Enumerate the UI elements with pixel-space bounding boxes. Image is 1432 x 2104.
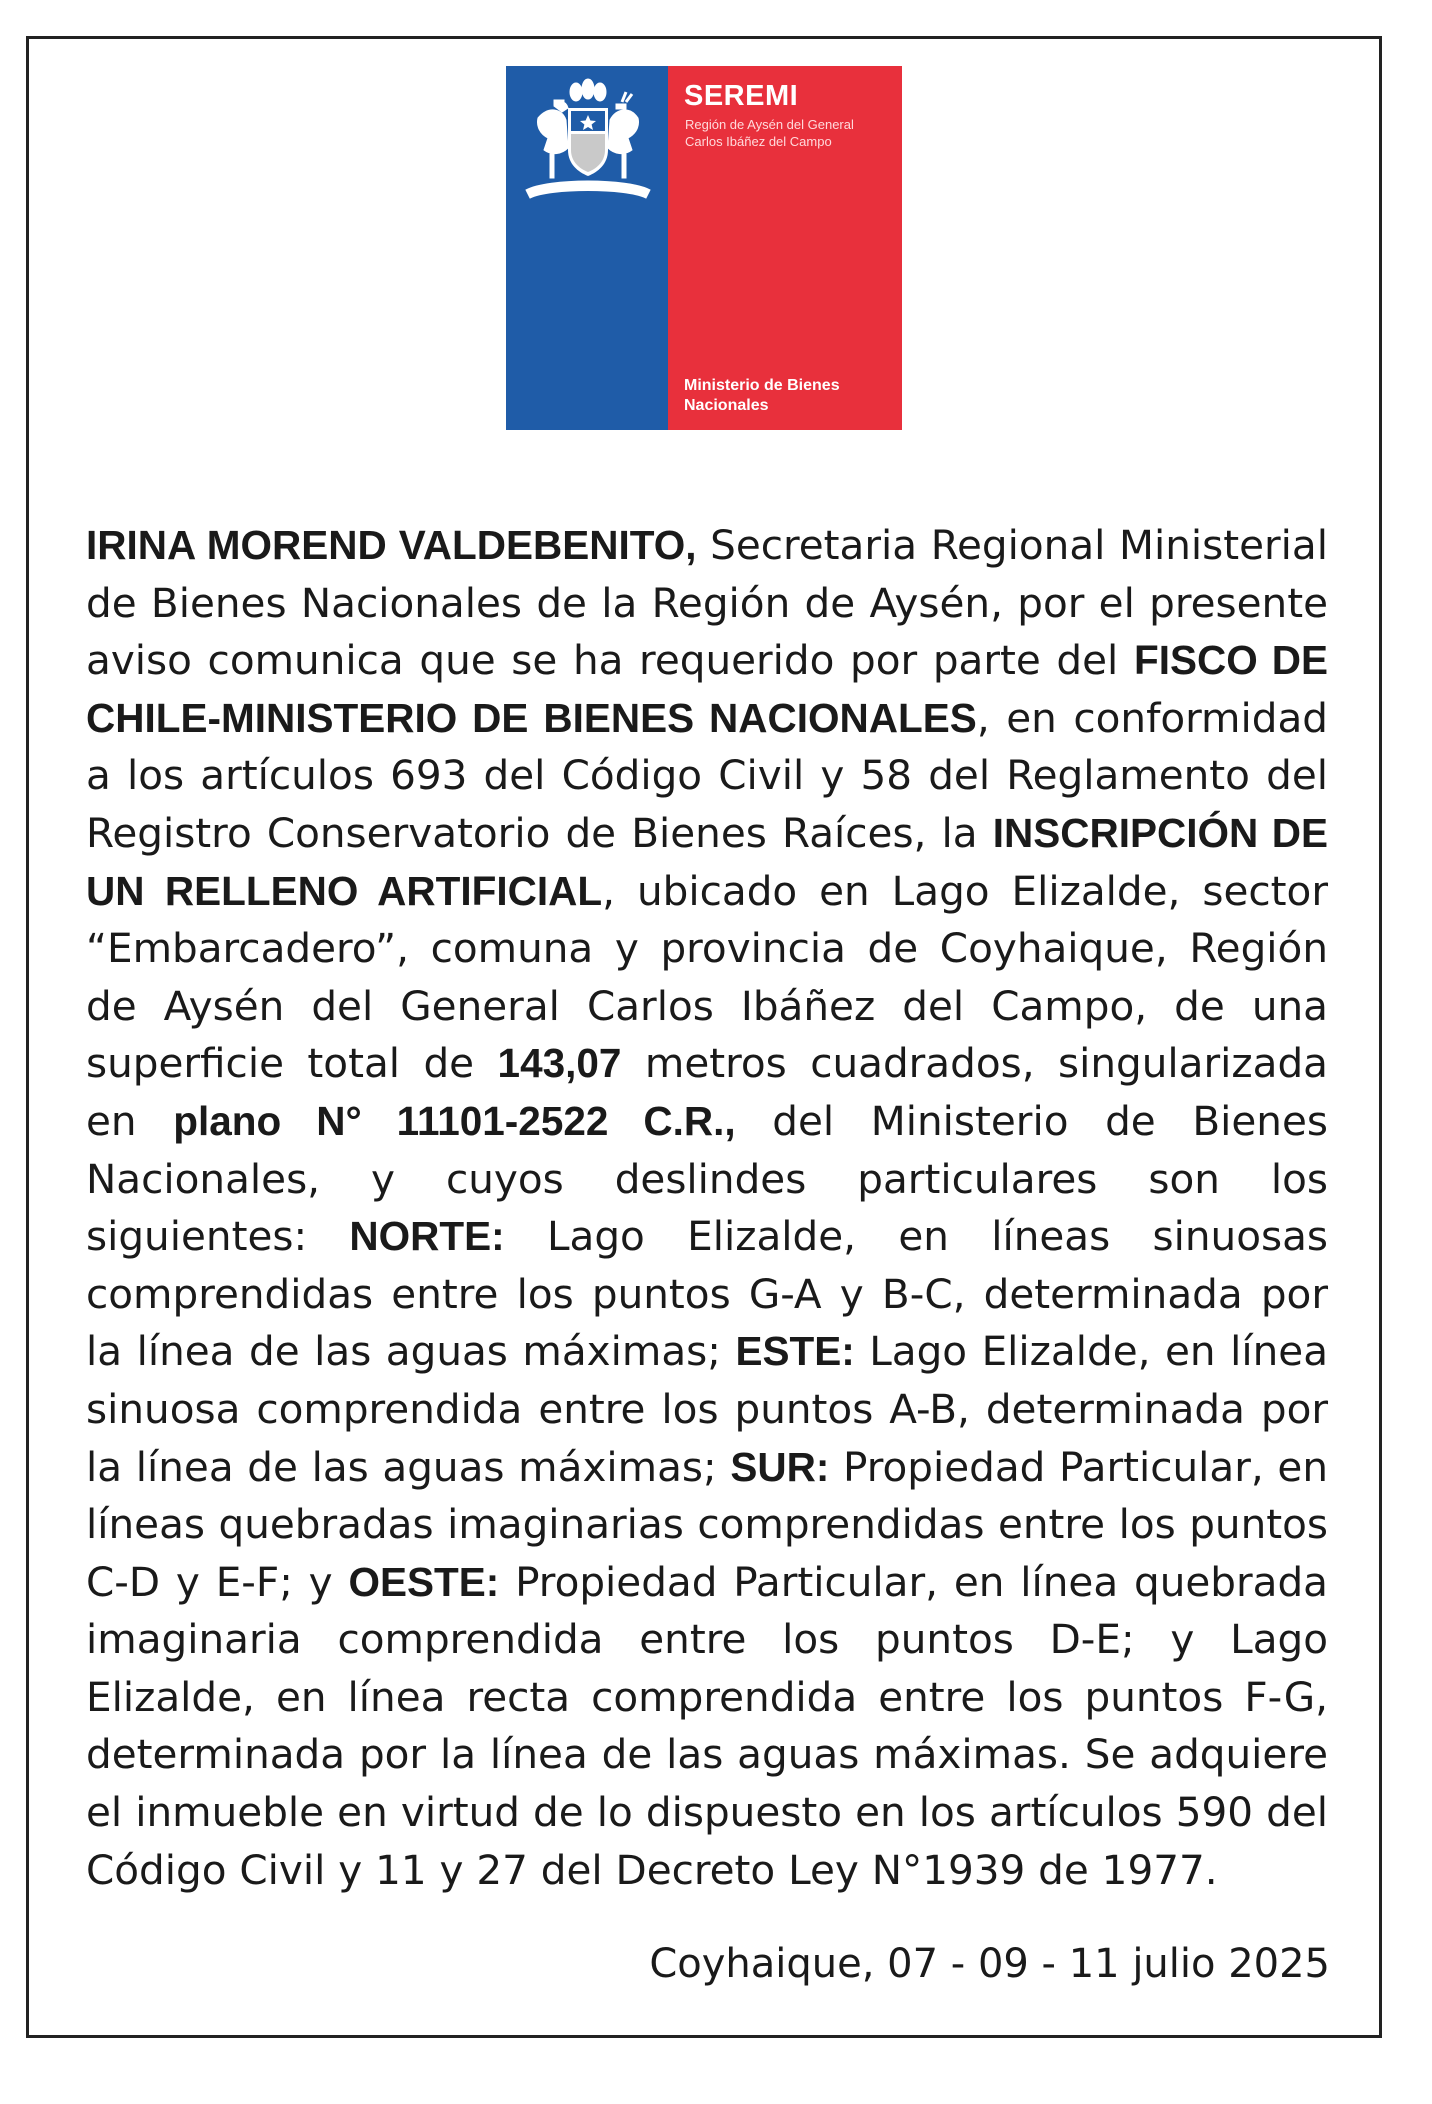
seremi-logo xyxy=(506,66,902,430)
seremi-region: Región de Aysén del General Carlos Ibáñez del Campo xyxy=(685,117,854,149)
notice-text-2: , en conformidad a los artículos 693 del Código Civil y 58 del Reglamento del Registro Conservatorio de Bienes Raíces, la xyxy=(86,693,1329,857)
inscripcion-label: INSCRIPCIÓN DE UN RELLENO ARTIFICIAL xyxy=(86,809,1328,914)
oeste-text: Propiedad Particular, en línea quebrada imaginaria comprendida entre los puntos D-E; y Lago Elizalde, en línea recta comprendida entre los puntos F-G, determinada por la línea de las aguas máximas. Se adquiere el inmueble en virtud de lo dispuesto en los artículos 590 del Código Civil y 11 y 27 del Decreto Ley N°1939 de 1977. xyxy=(86,1557,1328,1894)
ministry-name: Ministerio de Bienes Nacionales xyxy=(684,377,840,414)
notice-text-1: Secretaria Regional Ministerial de Bienes Nacionales de la Región de Aysén, por el presente aviso comunica que se ha requerido por parte del xyxy=(86,521,1329,685)
fisco-label: FISCO DE CHILE-MINISTERIO DE BIENES NACIONALES xyxy=(86,637,1328,741)
chile-coat-of-arms-icon xyxy=(518,78,658,208)
sur-text: Propiedad Particular, en líneas quebradas imaginarias comprendidas entre los puntos C-D y E-F; y xyxy=(86,1442,1328,1606)
area-value: 143,07 xyxy=(497,1040,622,1087)
seremi-title: SEREMI xyxy=(684,80,799,112)
notice-text-5: del Ministerio de Bienes Nacionales, y cuyos deslindes particulares son los siguientes: xyxy=(86,1096,1328,1261)
este-text: Lago Elizalde, en línea sinuosa comprendida entre los puntos A-B, determinada por la línea de las aguas máximas; xyxy=(86,1327,1329,1491)
sur-label: SUR: xyxy=(730,1443,830,1490)
notice-text-3: , ubicado en Lago Elizalde, sector “Embarcadero”, comuna y provincia de Coyhaique, Región de Aysén del General Carlos Ibáñez del Campo, de una superficie total de xyxy=(86,866,1328,1088)
official-name: IRINA MOREND VALDEBENITO, xyxy=(86,522,697,568)
este-label: ESTE: xyxy=(735,1328,855,1375)
notice-text-4: metros cuadrados, singularizada en xyxy=(86,1039,1328,1145)
norte-text: Lago Elizalde, en líneas sinuosas comprendidas entre los puntos G-A y B-C, determinada por la línea de las aguas máximas; xyxy=(86,1212,1328,1376)
notice-body xyxy=(86,517,1328,1899)
logo-blue-panel xyxy=(506,66,668,430)
norte-label: NORTE: xyxy=(349,1213,505,1260)
signature-date: Coyhaique, 07 - 09 - 11 julio 2025 xyxy=(649,1941,1330,1987)
logo-red-panel xyxy=(668,66,902,430)
plano-reference: plano N° 11101-2522 C.R., xyxy=(173,1097,736,1144)
oeste-label: OESTE: xyxy=(348,1558,500,1605)
